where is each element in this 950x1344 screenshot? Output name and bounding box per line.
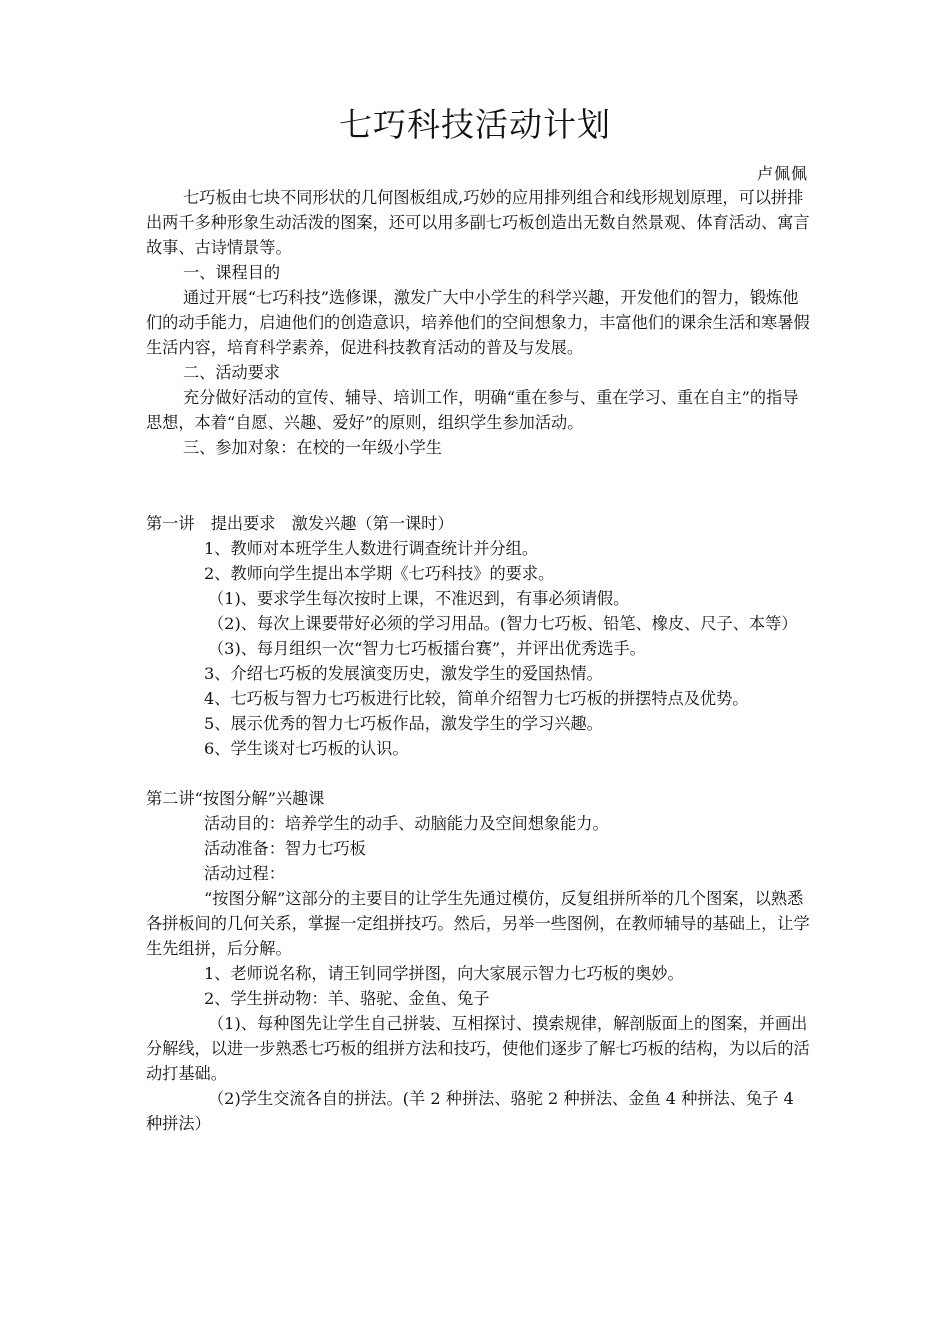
lecture1-subitem: （3)、每月组织一次“智力七巧板擂台赛”，并评出优秀选手。 [208,639,646,658]
lecture2-process-text: “按图分解”这部分的主要目的让学生先通过模仿，反复组拼所举的几个图案，以熟悉各拼板间的几何关系，掌握一定组拼技巧。然后，另举一些图例，在教师辅导的基础上，让学生先组拼，后分解。 [146,889,810,958]
lecture1-item: 2、教师向学生提出本学期《七巧科技》的要求。 [204,564,555,583]
lecture2-step: 1、老师说名称，请王钊同学拼图，向大家展示智力七巧板的奥妙。 [204,964,684,983]
section-heading-participants: 三、参加对象：在校的一年级小学生 [183,438,442,457]
lecture2-purpose: 活动目的：培养学生的动手、动脑能力及空间想象能力。 [204,814,609,833]
lecture1-subitem: （2)、每次上课要带好必须的学习用品。(智力七巧板、铅笔、橡皮、尺子、本等） [208,614,798,633]
lecture1-item: 4、七巧板与智力七巧板进行比较，简单介绍智力七巧板的拼摆特点及优势。 [204,689,749,708]
lecture2-substep: （1)、每种图先让学生自己拼装、互相探讨、摸索规律，解剖版面上的图案，并画出分解线，以进一步熟悉七巧板的组拼方法和技巧，使他们逐步了解七巧板的结构，为以后的活动打基础。 [146,1014,810,1083]
section-heading-purpose: 一、课程目的 [183,263,281,282]
document-body [146,185,810,1136]
spacer [146,460,810,511]
lecture2-step: 2、学生拼动物：羊、骆驼、金鱼、兔子 [204,989,490,1008]
lecture2-substep: （2)学生交流各自的拼法。(羊 2 种拼法、骆驼 2 种拼法、金鱼 4 种拼法、兔子 4 种拼法） [146,1089,794,1133]
lecture1-heading: 第一讲 提出要求 激发兴趣（第一课时） [146,514,454,533]
lecture1-item: 3、介绍七巧板的发展演变历史，激发学生的爱国热情。 [204,664,603,683]
lecture1-item: 5、展示优秀的智力七巧板作品，激发学生的学习兴趣。 [204,714,603,733]
lecture1-item: 6、学生谈对七巧板的认识。 [204,739,409,758]
intro-paragraph: 七巧板由七块不同形状的几何图板组成,巧妙的应用排列组合和线形规划原理，可以拼排出两千多种形象生动活泼的图案，还可以用多副七巧板创造出无数自然景观、体育活动、寓言故事、古诗情景等。 [146,188,810,257]
section-heading-requirements: 二、活动要求 [183,363,281,382]
author-name: 卢佩佩 [756,164,808,183]
lecture2-process-label: 活动过程： [204,864,285,883]
lecture2-prep: 活动准备：智力七巧板 [204,839,366,858]
lecture1-subitem: （1)、要求学生每次按时上课，不准迟到，有事必须请假。 [208,589,630,608]
requirements-paragraph: 充分做好活动的宣传、辅导、培训工作，明确“重在参与、重在学习、重在自主”的指导思想，本着“自愿、兴趣、爱好”的原则，组织学生参加活动。 [146,388,799,432]
spacer [146,761,810,786]
purpose-paragraph: 通过开展“七巧科技”选修课，激发广大中小学生的科学兴趣，开发他们的智力，锻炼他们的动手能力，启迪他们的创造意识，培养他们的空间想象力，丰富他们的课余生活和寒暑假生活内容，培育科学素养，促进科技教育活动的普及与发展。 [146,288,810,357]
document-title: 七巧科技活动计划 [339,105,611,144]
lecture2-heading: 第二讲“按图分解”兴趣课 [146,789,325,808]
lecture1-item: 1、教师对本班学生人数进行调查统计并分组。 [204,539,539,558]
